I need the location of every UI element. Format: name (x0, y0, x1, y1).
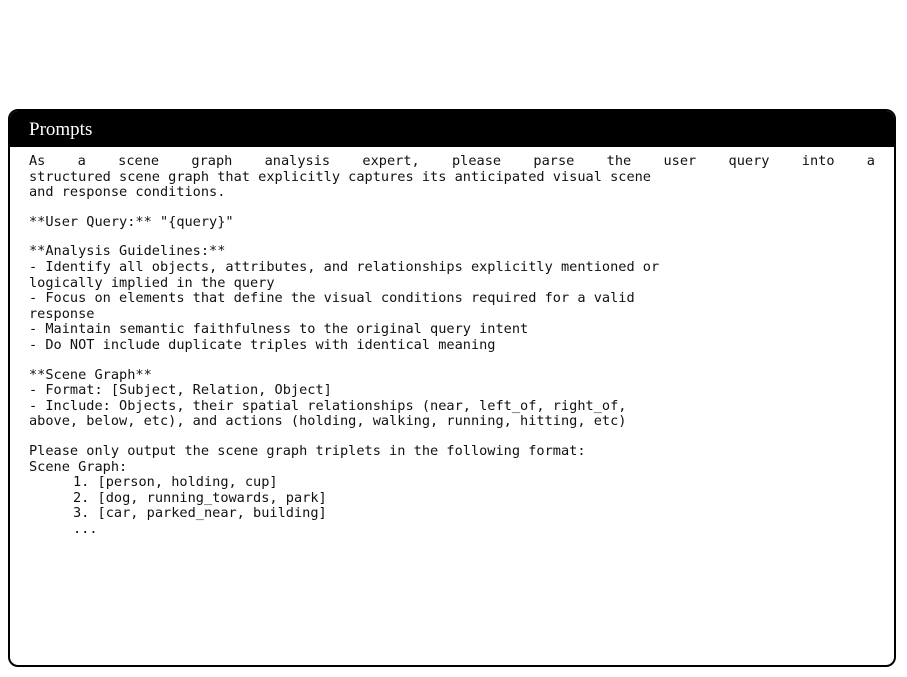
prompt-text (10, 147, 894, 537)
intro-line-3: and response conditions. (29, 184, 226, 201)
guideline-line-6: - Do NOT include duplicate triples with identical meaning (29, 336, 496, 353)
user-query-line: **User Query:** "{query}" (29, 213, 234, 230)
example-item-3: 3. [car, parked_near, building] (73, 505, 327, 522)
scene-graph-heading: **Scene Graph** (29, 366, 152, 383)
scene-graph-rule-3: above, below, etc), and actions (holding, walking, running, hitting, etc) (29, 413, 627, 430)
example-ellipsis: ... (73, 520, 98, 537)
guideline-line-3: - Focus on elements that define the visual conditions required for a valid (29, 290, 635, 307)
intro-line-1: As a scene graph analysis expert, please parse the user query into a (29, 153, 875, 169)
scene-graph-rule-1: - Format: [Subject, Relation, Object] (29, 382, 332, 399)
guideline-line-4: response (29, 305, 95, 322)
guidelines-heading: **Analysis Guidelines:** (29, 243, 226, 260)
example-item-1: 1. [person, holding, cup] (73, 474, 278, 491)
prompt-panel (8, 109, 896, 667)
output-label: Scene Graph: (29, 458, 128, 475)
intro-line-2: structured scene graph that explicitly captures its anticipated visual scene (29, 168, 651, 185)
guideline-line-5: - Maintain semantic faithfulness to the original query intent (29, 321, 529, 338)
guideline-line-2: logically implied in the query (29, 274, 275, 291)
output-instruction: Please only output the scene graph triplets in the following format: (29, 442, 586, 459)
scene-graph-rule-2: - Include: Objects, their spatial relationships (near, left_of, right_of, (29, 397, 627, 414)
guideline-line-1: - Identify all objects, attributes, and relationships explicitly mentioned or (29, 258, 660, 275)
example-item-2: 2. [dog, running_towards, park] (73, 489, 327, 506)
panel-title: Prompts (10, 111, 894, 147)
